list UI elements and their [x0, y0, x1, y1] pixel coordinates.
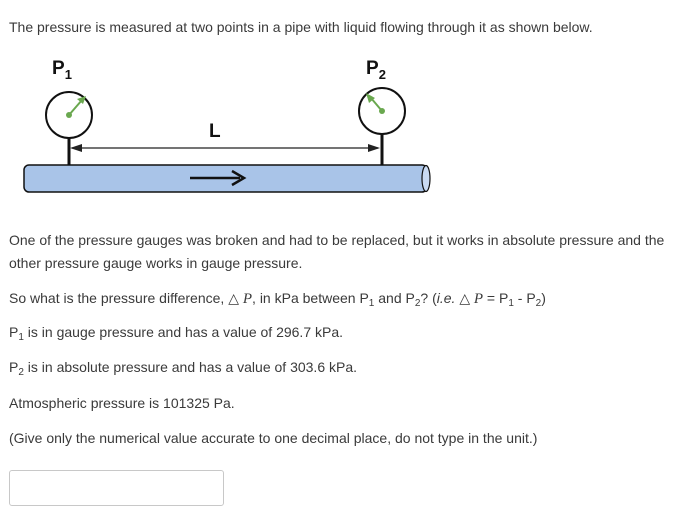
question-paragraph-2: So what is the pressure difference, △ P, in kPa between $P_1$ and $P_2$? (i.e. △ $P = P_1 - P_2$)	[9, 290, 546, 309]
atmospheric-pressure-statement: Atmospheric pressure is 101325 Pa.	[9, 395, 235, 411]
question-paragraph-1: One of the pressure gauges was broken and had to be replaced, but it works in absolute pressure and the other pressure gauge works in gauge pressure.	[9, 232, 665, 271]
p1-statement: $P_1$ is in gauge pressure and has a value of 296.7 kPa.	[9, 324, 344, 343]
answer-input[interactable]	[9, 470, 224, 506]
p2-statement: $P_2$ is in absolute pressure and has a value of 303.6 kPa.	[9, 359, 358, 378]
gauge1-label: $P_1$	[52, 58, 72, 82]
length-label: L	[209, 121, 221, 142]
pressure-gauge-2	[359, 88, 405, 165]
pipe-diagram	[0, 40, 700, 210]
pressure-gauge-1	[46, 92, 92, 165]
answer-instruction: (Give only the numerical value accurate to one decimal place, do not type in the unit.)	[9, 430, 538, 446]
gauge2-label: $P_2$	[366, 58, 386, 82]
length-dimension-arrow	[70, 144, 380, 152]
question-intro: The pressure is measured at two points in a pipe with liquid flowing through it as shown below.	[9, 19, 593, 35]
